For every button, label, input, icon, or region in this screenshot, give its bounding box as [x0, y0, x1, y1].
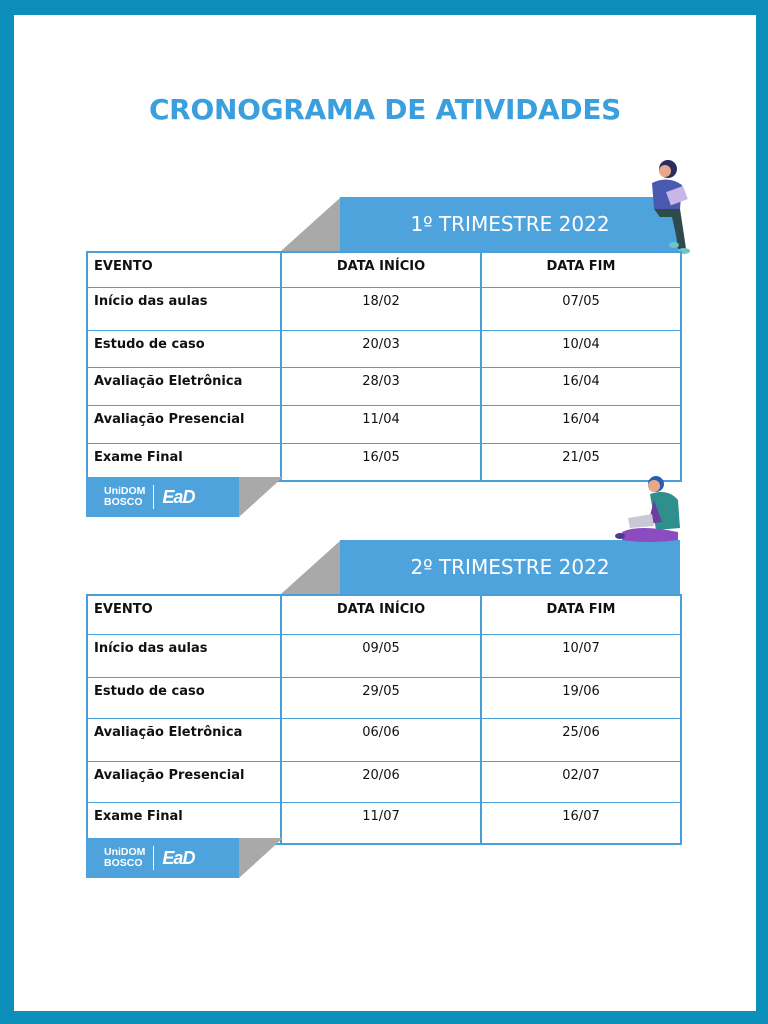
table-row	[88, 635, 680, 678]
student-reading-icon	[638, 157, 698, 257]
header-fold-shape	[281, 197, 341, 251]
table-header-row	[88, 596, 680, 635]
trimester-2-table	[86, 594, 682, 845]
page	[14, 15, 756, 1011]
logo-line-1: UniDOM	[104, 485, 146, 497]
start-date: 18/02	[282, 288, 482, 330]
event-name: Início das aulas	[88, 288, 282, 330]
table-row	[88, 444, 680, 480]
start-date: 06/06	[282, 719, 482, 761]
col-data-fim: DATA FIM	[546, 259, 616, 274]
table-row	[88, 762, 680, 803]
end-date: 19/06	[562, 684, 600, 699]
start-date: 09/05	[282, 635, 482, 677]
trimester-1-table	[86, 251, 682, 482]
table-header-row	[88, 253, 680, 288]
table-row	[88, 719, 680, 762]
end-date: 16/04	[562, 374, 600, 389]
event-name: Avaliação Presencial	[88, 762, 282, 802]
table-row	[88, 331, 680, 368]
unidom-bosco-logo	[86, 477, 239, 517]
event-name: Exame Final	[88, 444, 282, 480]
table-row	[88, 678, 680, 719]
event-name: Avaliação Eletrônica	[88, 719, 282, 761]
end-date: 02/07	[562, 768, 600, 783]
start-date: 28/03	[282, 368, 482, 405]
logo-ead: EaD	[162, 486, 195, 507]
logo-fold-shape	[239, 477, 283, 517]
table-row	[88, 406, 680, 444]
student-laptop-icon	[608, 474, 692, 544]
event-name: Início das aulas	[88, 635, 282, 677]
col-evento: EVENTO	[88, 596, 282, 634]
start-date: 20/03	[282, 331, 482, 367]
logo-ead: EaD	[162, 847, 195, 868]
end-date: 25/06	[562, 725, 600, 740]
event-name: Estudo de caso	[88, 678, 282, 718]
header-fold-shape	[281, 540, 341, 594]
page-title: CRONOGRAMA DE ATIVIDADES	[148, 93, 622, 126]
table-row	[88, 368, 680, 406]
end-date: 16/07	[562, 809, 600, 824]
trimester-2-heading: 2º TRIMESTRE 2022	[340, 540, 680, 594]
table-row	[88, 803, 680, 843]
end-date: 21/05	[562, 450, 600, 465]
col-data-fim: DATA FIM	[546, 602, 616, 617]
end-date: 16/04	[562, 412, 600, 427]
start-date: 16/05	[282, 444, 482, 480]
event-name: Avaliação Presencial	[88, 406, 282, 443]
logo-fold-shape	[239, 838, 283, 878]
end-date: 10/04	[562, 337, 600, 352]
start-date: 20/06	[282, 762, 482, 802]
event-name: Avaliação Eletrônica	[88, 368, 282, 405]
event-name: Estudo de caso	[88, 331, 282, 367]
unidom-bosco-logo	[86, 838, 239, 878]
start-date: 11/07	[282, 803, 482, 843]
start-date: 29/05	[282, 678, 482, 718]
col-evento: EVENTO	[88, 253, 282, 287]
logo-line-2: BOSCO	[104, 496, 143, 508]
end-date: 07/05	[562, 294, 600, 309]
end-date: 10/07	[562, 641, 600, 656]
table-row	[88, 288, 680, 331]
event-name: Exame Final	[88, 803, 282, 843]
logo-line-1: UniDOM	[104, 846, 146, 858]
logo-line-2: BOSCO	[104, 857, 143, 869]
col-data-inicio: DATA INÍCIO	[282, 253, 482, 287]
trimester-1-heading: 1º TRIMESTRE 2022	[340, 197, 680, 251]
col-data-inicio: DATA INÍCIO	[282, 596, 482, 634]
start-date: 11/04	[282, 406, 482, 443]
